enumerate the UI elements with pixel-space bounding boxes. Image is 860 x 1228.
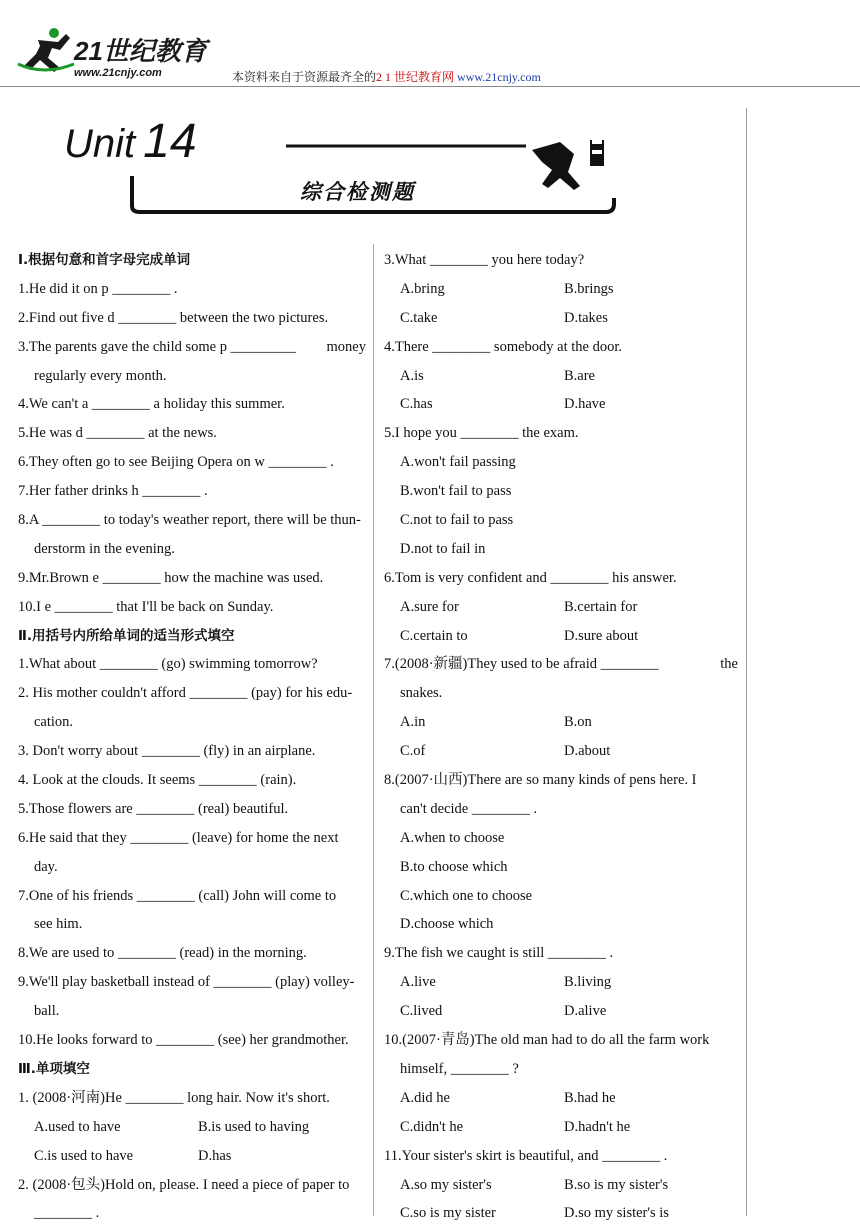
options-row: A.so my sister's B.so is my sister's <box>400 1176 669 1193</box>
options-row: C.so is my sister D.so my sister's is <box>400 1205 669 1222</box>
question-8: 8.(2007·山西)There are so many kinds of pens here. I <box>384 772 697 789</box>
question-7: 7.(2008·新疆)They used to be afraid ________ the <box>384 656 738 673</box>
question-8-continued: can't decide ________ . <box>400 800 538 817</box>
list-item-continued: see him. <box>34 916 83 933</box>
options-row: A.sure for B.certain for <box>400 598 638 615</box>
list-item: 6.They often go to see Beijing Opera on w ________ . <box>18 454 334 471</box>
list-item: 1.He did it on p ________ . <box>18 280 178 297</box>
question-2-continued: ________ . <box>34 1205 100 1222</box>
question-1: 1. (2008·河南)He ________ long hair. Now it's short. <box>18 1089 330 1106</box>
options-row: C.take D.takes <box>400 309 608 326</box>
logo-url: www.21cnjy.com <box>74 67 162 79</box>
option: D.choose which <box>400 916 494 933</box>
page-header <box>0 0 860 88</box>
option: C.not to fail to pass <box>400 512 514 529</box>
question-2: 2. (2008·包头)Hold on, please. I need a piece of paper to <box>18 1176 350 1193</box>
list-item: 8.A ________ to today's weather report, there will be thun- <box>18 512 361 529</box>
list-item-continued: cation. <box>34 714 74 731</box>
logo-text: 21世纪教育 <box>74 36 207 66</box>
list-item: 5.Those flowers are ________ (real) beautiful. <box>18 800 289 817</box>
section-3-heading: Ⅲ.单项填空 <box>18 1060 90 1077</box>
list-item-continued: regularly every month. <box>34 367 167 384</box>
question-10-continued: himself, ________ ? <box>400 1060 519 1077</box>
logo <box>14 24 214 80</box>
header-divider <box>0 86 860 87</box>
option: C.which one to choose <box>400 887 533 904</box>
list-item: 2. His mother couldn't afford ________ (pay) for his edu- <box>18 685 353 702</box>
list-item: 7.Her father drinks h ________ . <box>18 483 208 500</box>
section-2-heading: Ⅱ.用括号内所给单词的适当形式填空 <box>18 627 235 644</box>
right-column <box>384 246 738 1228</box>
header-site-link[interactable]: www.21cnjy.com <box>457 70 541 84</box>
options-row: A.is B.are <box>400 367 595 384</box>
list-item: 10.I e ________ that I'll be back on Sunday. <box>18 598 274 615</box>
list-item-continued: day. <box>34 858 58 875</box>
list-item: 6.He said that they ________ (leave) for home the next <box>18 829 339 846</box>
options-row: A.in B.on <box>400 714 592 731</box>
column-divider <box>373 244 374 1216</box>
unit-title: Unit 14 <box>64 115 197 168</box>
question-3: 3.What ________ you here today? <box>384 252 585 268</box>
options-row: C.certain to D.sure about <box>400 627 639 644</box>
options-row: C.of D.about <box>400 743 611 760</box>
list-item: 9.We'll play basketball instead of ________ (play) volley- <box>18 974 355 991</box>
list-item: 2.Find out five d ________ between the two pictures. <box>18 309 329 326</box>
option: A.won't fail passing <box>400 454 516 471</box>
options-row: C.lived D.alive <box>400 1003 607 1020</box>
subtitle: 综合检测题 <box>300 180 415 204</box>
option: A.when to choose <box>400 829 505 846</box>
options-row: C.has D.have <box>400 396 606 413</box>
options-row: C.is used to have D.has <box>34 1147 232 1164</box>
list-item: 9.Mr.Brown e ________ how the machine was used. <box>18 569 324 586</box>
options-row: A.bring B.brings <box>400 280 614 297</box>
options-row: C.didn't he D.hadn't he <box>400 1118 631 1135</box>
question-10: 10.(2007·青岛)The old man had to do all the farm work <box>384 1032 710 1049</box>
list-item: 3.The parents gave the child some p _________ money <box>18 338 366 355</box>
list-item: 7.One of his friends ________ (call) John will come to <box>18 887 337 904</box>
list-item: 1.What about ________ (go) swimming tomorrow? <box>18 656 318 673</box>
options-row: A.live B.living <box>400 974 612 991</box>
list-item: 10.He looks forward to ________ (see) her grandmother. <box>18 1032 349 1049</box>
list-item-continued: ball. <box>34 1003 60 1020</box>
list-item: 3. Don't worry about ________ (fly) in an airplane. <box>18 743 316 760</box>
question-7-continued: snakes. <box>400 685 443 702</box>
runner-icon <box>18 28 74 72</box>
question-11: 11.Your sister's skirt is beautiful, and ________ . <box>384 1147 668 1164</box>
question-4: 4.There ________ somebody at the door. <box>384 338 622 355</box>
list-item: 4. Look at the clouds. It seems ________ (rain). <box>18 772 297 789</box>
person-with-books-icon <box>532 140 604 190</box>
list-item-continued: derstorm in the evening. <box>34 540 175 557</box>
list-item: 8.We are used to ________ (read) in the morning. <box>18 945 307 962</box>
option: B.to choose which <box>400 858 508 875</box>
list-item: 5.He was d ________ at the news. <box>18 425 217 442</box>
list-item: 4.We can't a ________ a holiday this summer. <box>18 396 285 413</box>
option: B.won't fail to pass <box>400 483 512 500</box>
question-9: 9.The fish we caught is still ________ . <box>384 945 614 962</box>
question-5: 5.I hope you ________ the exam. <box>384 425 579 442</box>
left-column <box>18 246 366 1228</box>
question-6: 6.Tom is very confident and ________ his answer. <box>384 569 677 586</box>
header-note: 本资料来自于资源最齐全的2 1 世纪教育网 www.21cnjy.com <box>232 70 541 84</box>
page-right-rule <box>746 108 747 1216</box>
options-row: A.did he B.had he <box>400 1089 616 1106</box>
section-1-heading: Ⅰ.根据句意和首字母完成单词 <box>18 252 191 268</box>
options-row: A.used to have B.is used to having <box>34 1118 310 1135</box>
option: D.not to fail in <box>400 540 486 557</box>
